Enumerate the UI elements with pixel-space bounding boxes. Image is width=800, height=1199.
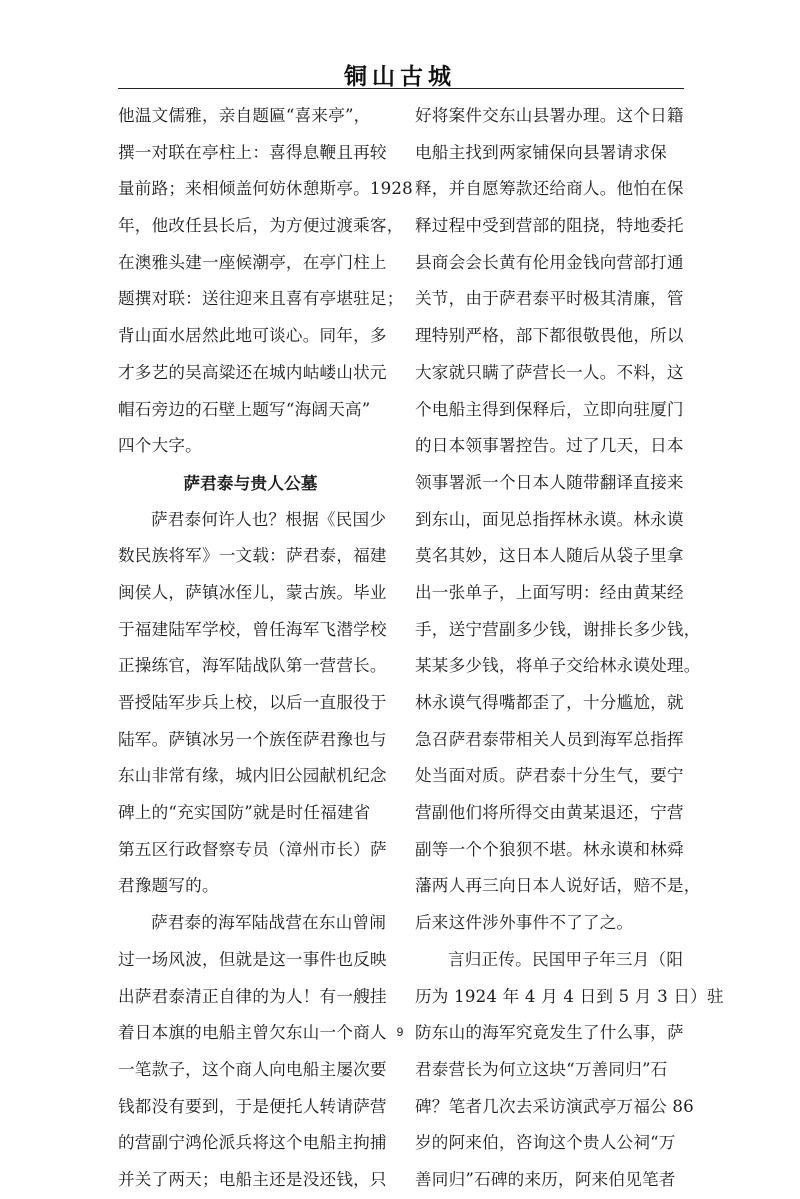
text-line: 的日本领事署控告。过了几天，日本 [415, 436, 684, 456]
text-line: 萨君泰的海军陆战营在东山曾闹 [151, 913, 387, 933]
page-number: 9 [396, 1025, 404, 1039]
text-line: 第五区行政督察专员（漳州市长）萨 [118, 839, 387, 859]
text-line: 处当面对质。萨君泰十分生气，要宁 [415, 766, 684, 786]
text-line: 东山非常有缘，城内旧公园献机纪念 [118, 766, 387, 786]
text-line: 晋授陆军步兵上校，以后一直服役于 [118, 693, 387, 712]
text-line: 副等一个个狼狈不堪。林永谟和林舜 [415, 839, 684, 859]
text-line: 撰一对联在亭柱上：喜得息鞭且再较 [118, 142, 387, 162]
text-line: 闽侯人，萨镇冰侄儿，蒙古族。毕业 [118, 582, 387, 602]
text-line: 个电船主得到保释后，立即向驻厦门 [415, 399, 684, 419]
text-line: 背山面水居然此地可谈心。同年，多 [118, 326, 387, 346]
text-line: 大家就只瞒了萨营长一人。不料，这 [415, 362, 684, 382]
header-title: 铜山古城 [344, 63, 456, 90]
text-line: 释过程中受到营部的阻挠，特地委托 [415, 216, 684, 236]
header-divider [118, 88, 684, 89]
text-line: 急召萨君泰带相关人员到海军总指挥 [415, 729, 684, 749]
text-line: 题撰对联：送往迎来且喜有亭堪驻足； [118, 289, 404, 309]
text-line: 碑？笔者几次去采访演武亭万福公 86 [415, 1096, 694, 1116]
text-line: 四个大字。 [118, 436, 202, 456]
text-line: 他温文儒雅，亲自题匾“喜来亭”， [118, 106, 371, 125]
text-line: 到东山，面见总指挥林永谟。林永谟 [415, 509, 684, 529]
text-line: 关节，由于萨君泰平时极其清廉，管 [415, 289, 684, 309]
text-line: 年，他改任县长后，为方便过渡乘客， [118, 216, 404, 236]
text-line: 理特别严格，部下都很敬畏他，所以 [415, 326, 684, 346]
text-line: 在澳雅头建一座候潮亭，在亭门柱上 [118, 252, 387, 272]
text-line: 钱都没有要到，于是便托人转请萨营 [118, 1096, 387, 1116]
text-line: 的营副宁鸿伦派兵将这个电船主拘捕 [118, 1133, 387, 1153]
text-line: 帽石旁边的石壁上题写“海阔天高” [118, 399, 371, 419]
text-line: 手，送宁营副多少钱，谢排长多少钱， [415, 619, 701, 639]
text-line: 着日本旗的电船主曾欠东山一个商人 [118, 1023, 387, 1043]
text-line: 量前路；来相倾盖何妨休憩斯亭。1928 [118, 179, 413, 199]
text-line: 出一张单子，上面写明：经由黄某经 [415, 582, 684, 602]
text-line: 君豫题写的。 [118, 876, 219, 896]
text-line: 县商会会长黄有伦用金钱向营部打通 [415, 252, 684, 272]
text-line: 某某多少钱，将单子交给林永谟处理。 [415, 656, 701, 676]
text-line: 陆军。萨镇冰另一个族侄萨君豫也与 [118, 729, 387, 749]
text-line: 电船主找到两家铺保向县署请求保 [415, 142, 667, 162]
text-line: 历为 1924 年 4 月 4 日到 5 月 3 日）驻 [415, 986, 724, 1006]
text-line: 君泰营长为何立这块“万善同归”石 [415, 1059, 668, 1079]
text-line: 并关了两天；电船主还是没还钱，只 [118, 1169, 387, 1189]
text-line: 领事署派一个日本人随带翻译直接来 [415, 472, 684, 492]
text-line: 岁的阿来伯，咨询这个贵人公祠“万 [415, 1133, 676, 1153]
text-line: 才多艺的吴高粱还在城内岵嵝山状元 [118, 362, 387, 382]
text-line: 碑上的“充实国防”就是时任福建省 [118, 803, 371, 823]
text-line: 后来这件涉外事件不了了之。 [415, 913, 634, 933]
text-line: 防东山的海军究竟发生了什么事，萨 [415, 1023, 684, 1043]
text-line: 正操练官，海军陆战队第一营营长。 [118, 656, 387, 676]
text-line: 藩两人再三向日本人说好话，赔不是， [415, 876, 701, 896]
text-line: 出萨君泰清正自律的为人！有一艘挂 [118, 986, 387, 1006]
text-line: 释，并自愿筹款还给商人。他怕在保 [415, 179, 684, 199]
text-line: 言归正传。民国甲子年三月（阳 [448, 949, 684, 969]
text-line: 一笔款子，这个商人向电船主屡次要 [118, 1059, 387, 1079]
text-line: 过一场风波，但就是这一事件也反映 [118, 949, 387, 969]
section-heading: 萨君泰与贵人公墓 [183, 472, 318, 493]
text-line: 于福建陆军学校，曾任海军飞潜学校 [118, 619, 387, 639]
text-line: 数民族将军》一文载：萨君泰，福建 [118, 546, 387, 566]
text-line: 好将案件交东山县署办理。这个日籍 [415, 106, 684, 125]
text-line: 善同归”石碑的来历，阿来伯见笔者 [415, 1169, 676, 1189]
text-line: 萨君泰何许人也？根据《民国少 [151, 509, 387, 529]
text-line: 营副他们将所得交由黄某退还，宁营 [415, 803, 684, 823]
text-line: 林永谟气得嘴都歪了，十分尴尬，就 [415, 693, 684, 712]
text-line: 莫名其妙，这日本人随后从袋子里拿 [415, 546, 684, 566]
